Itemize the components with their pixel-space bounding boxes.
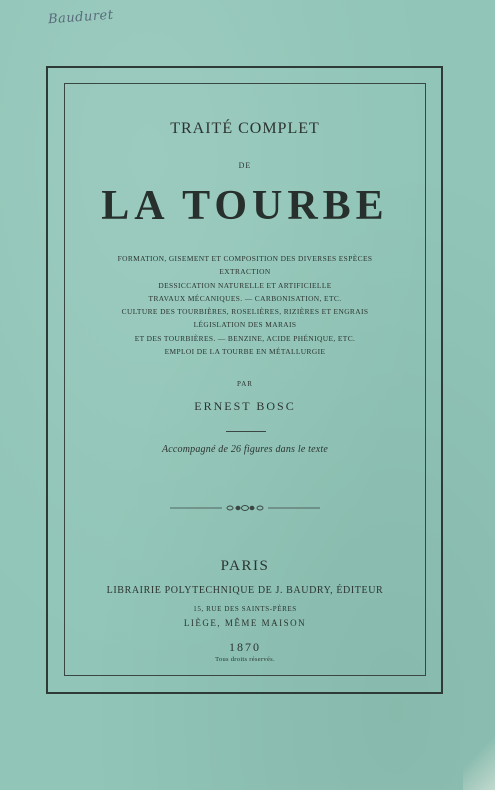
publication-year: 1870 <box>229 640 261 654</box>
subtitle-line: CULTURE DES TOURBIÈRES, ROSELIÈRES, RIZIÈRES ET ENGRAIS <box>121 307 369 317</box>
author-name: ERNEST BOSC <box>194 399 296 413</box>
handwritten-signature: Bauduret <box>47 7 114 28</box>
subtitle-line: TRAVAUX MÉCANIQUES. — CARBONISATION, ETC. <box>148 293 342 303</box>
rights-notice: Tous droits réservés. <box>215 656 275 663</box>
title-de: DE <box>238 161 252 170</box>
by-label: PAR <box>237 380 253 388</box>
worn-corner <box>463 730 495 790</box>
subtitle-line: LÉGISLATION DES MARAIS <box>193 320 297 330</box>
publisher: LIBRAIRIE POLYTECHNIQUE DE J. BAUDRY, ÉDITEUR <box>106 585 384 596</box>
short-divider <box>226 431 266 432</box>
subtitle-line: EMPLOI DE LA TOURBE EN MÉTALLURGIE <box>164 347 326 357</box>
decorative-rule-ornament-icon <box>170 504 320 512</box>
city: PARIS <box>220 558 270 574</box>
subtitle-line: FORMATION, GISEMENT ET COMPOSITION DES DIVERSES ESPÈCES <box>117 254 373 263</box>
publisher-address: 15, RUE DES SAINTS-PÈRES <box>193 605 297 613</box>
liege-branch: LIÈGE, MÊME MAISON <box>183 618 307 628</box>
figures-note: Accompagné de 26 figures dans le texte <box>161 444 329 455</box>
subtitle-line: DESSICCATION NATURELLE ET ARTIFICIELLE <box>158 280 332 290</box>
title-top-line: TRAITÉ COMPLET <box>170 120 320 137</box>
subtitle-list <box>64 252 426 358</box>
subtitle-line: ET DES TOURBIÈRES. — BENZINE, ACIDE PHÉNIQUE, ETC. <box>134 333 356 343</box>
subtitle-line: EXTRACTION <box>219 267 271 277</box>
main-title: LA TOURBE <box>101 183 389 229</box>
